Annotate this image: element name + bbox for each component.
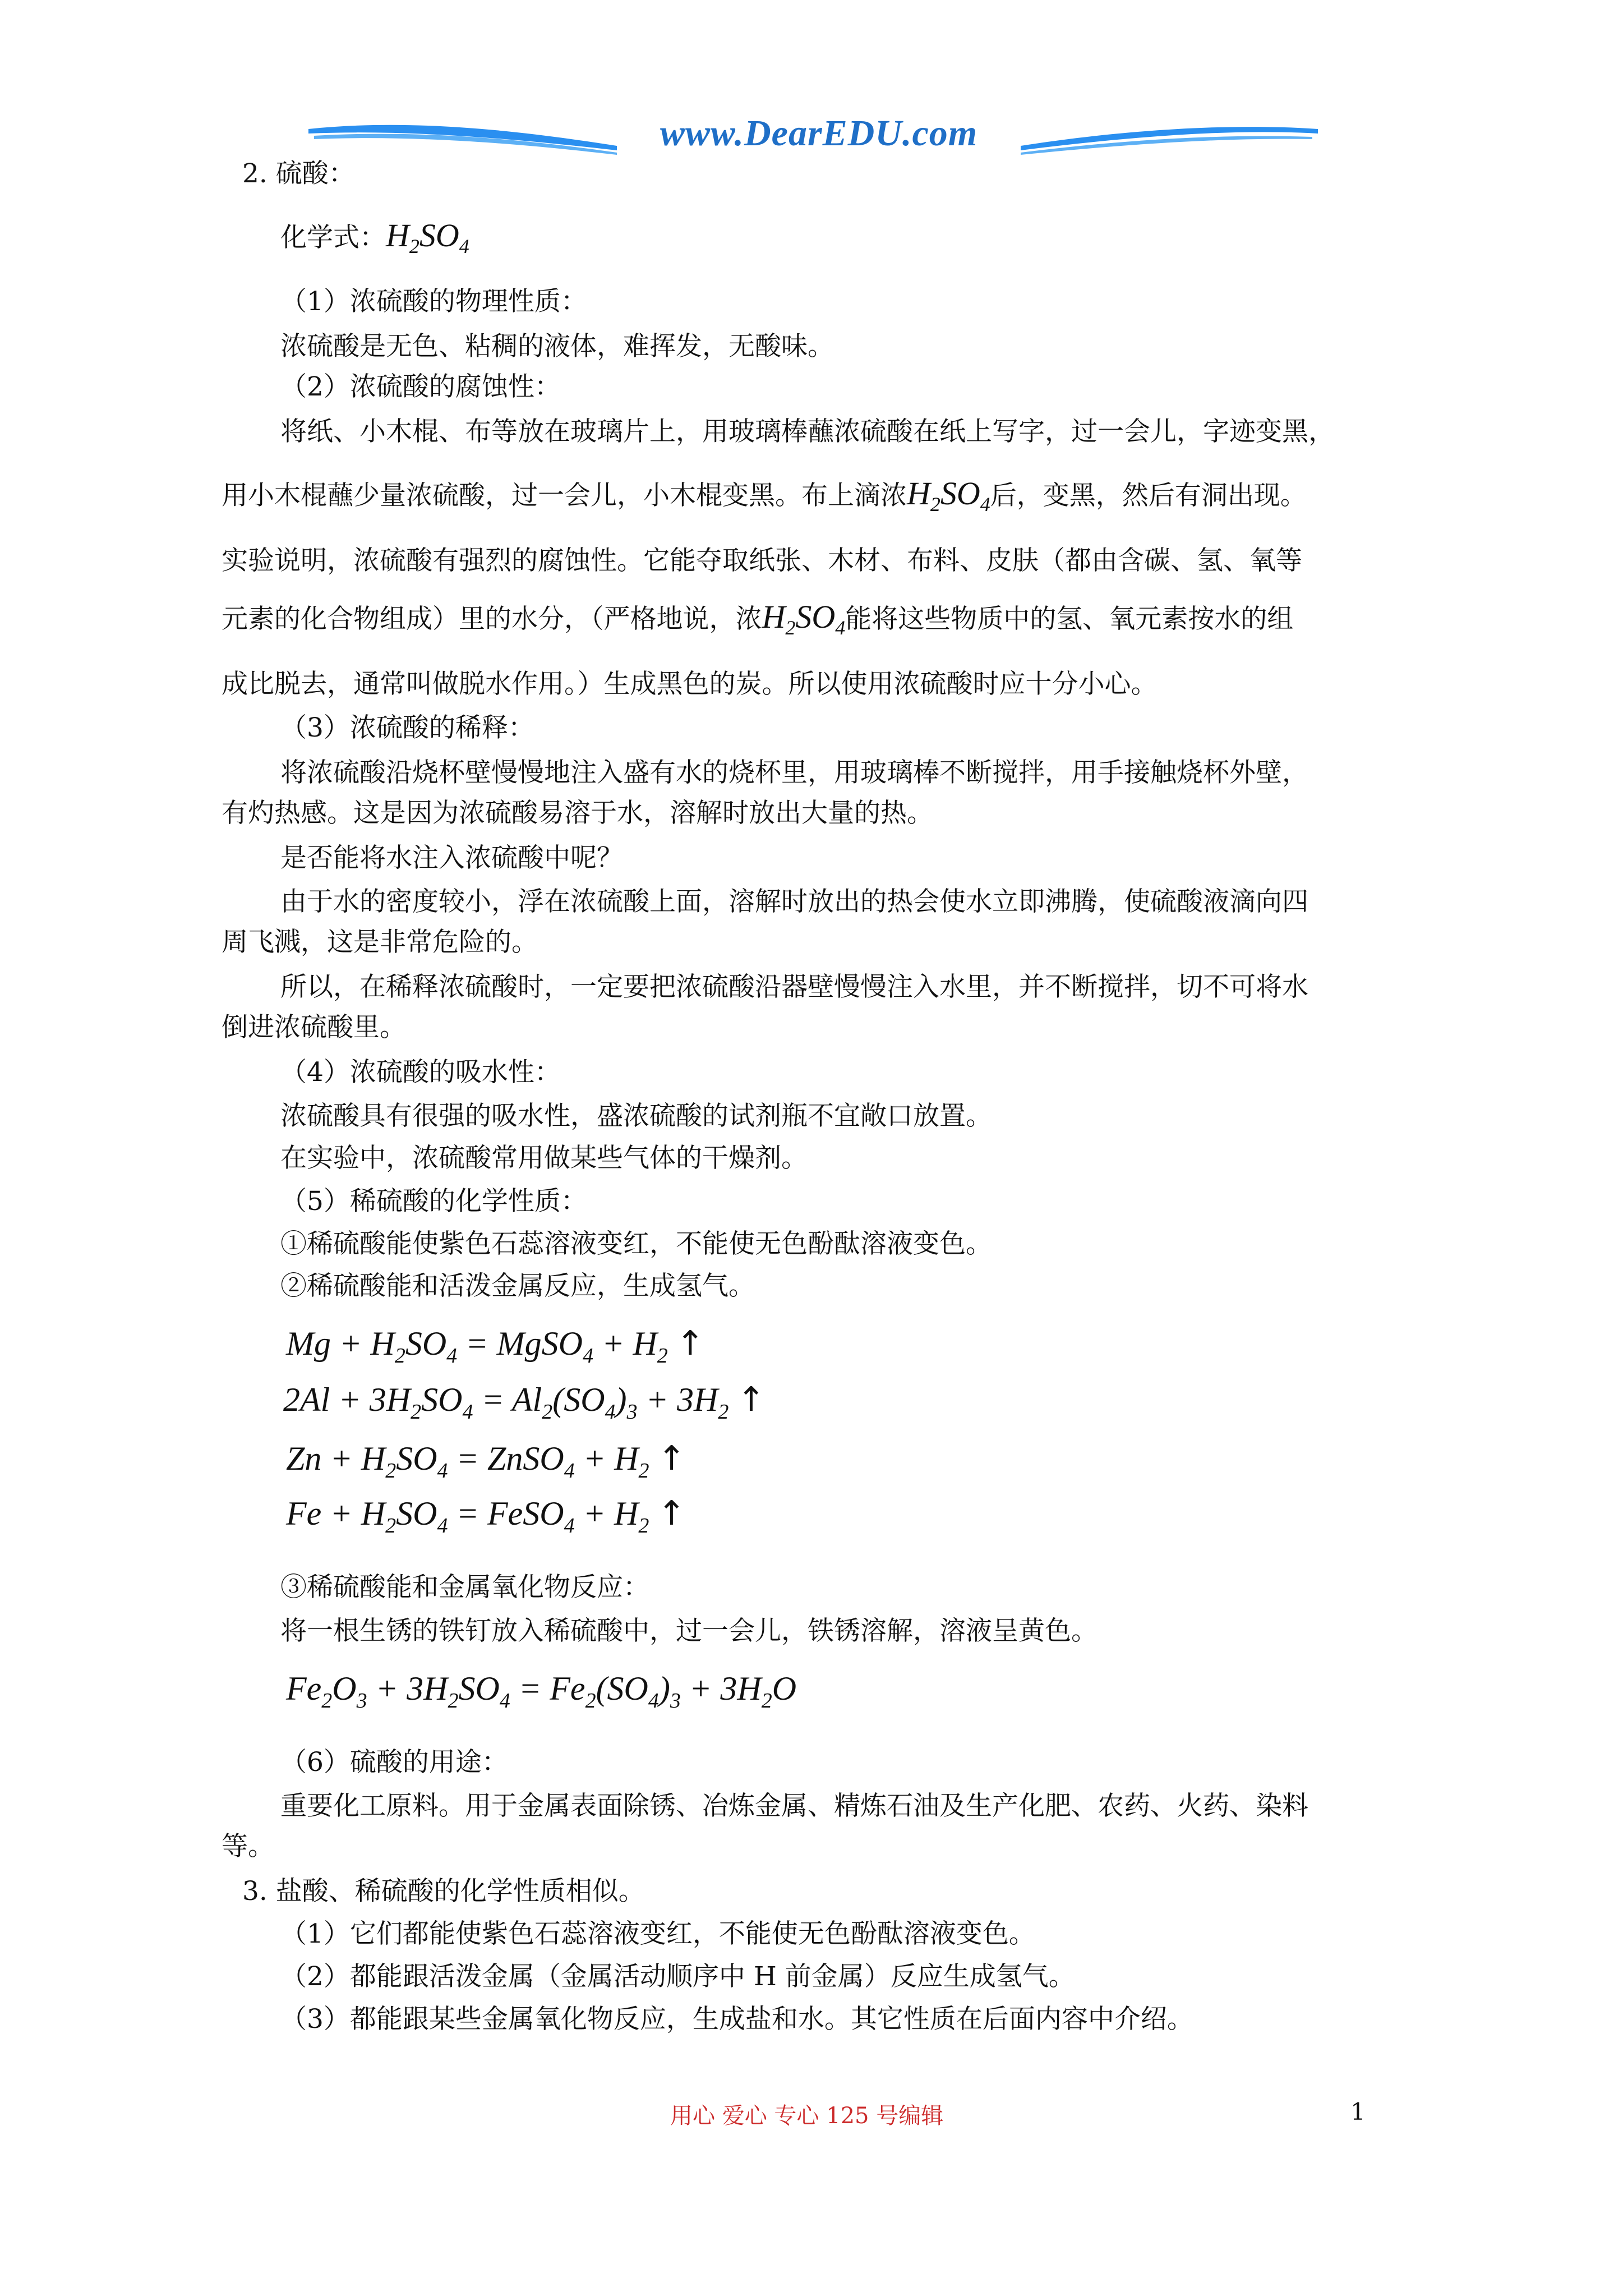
paragraph: 将纸、小木棍、布等放在玻璃片上，用玻璃棒蘸浓硫酸在纸上写字，过一会儿，字迹变黑， — [280, 416, 1335, 447]
section-title: 3. 盐酸、稀硫酸的化学性质相似。 — [242, 1876, 645, 1907]
paragraph: 浓硫酸是无色、粘稠的液体，难挥发，无酸味。 — [280, 331, 834, 362]
formula-label: 化学式： — [280, 222, 386, 253]
list-item: （3）都能跟某些金属氧化物反应，生成盐和水。其它性质在后面内容中介绍。 — [280, 2004, 1193, 2035]
subheading-corrosive: （2）浓硫酸的腐蚀性： — [280, 371, 561, 402]
paragraph: 用小木棍蘸少量浓硫酸，过一会儿，小木棍变黑。布上滴浓$H_2SO_4$后，变黑，然后有洞出现。 — [222, 475, 1307, 516]
list-item: ③稀硫酸能和金属氧化物反应： — [280, 1572, 649, 1603]
site-name: www.DearEDU.com — [660, 113, 978, 154]
site-header-banner — [303, 107, 1324, 168]
paragraph: 重要化工原料。用于金属表面除锈、冶炼金属、精炼石油及生产化肥、农药、火药、染料 — [280, 1791, 1308, 1821]
paragraph: 实验说明，浓硫酸有强烈的腐蚀性。它能夺取纸张、木材、布料、皮肤（都由含碳、氢、氧等 — [222, 545, 1302, 576]
list-item: ②稀硫酸能和活泼金属反应，生成氢气。 — [280, 1271, 755, 1301]
list-item: ①稀硫酸能使紫色石蕊溶液变红，不能使无色酚酞溶液变色。 — [280, 1228, 992, 1259]
subheading-hygroscopic: （4）浓硫酸的吸水性： — [280, 1057, 561, 1088]
paragraph: 周飞溅，这是非常危险的。 — [222, 927, 538, 958]
paragraph: 将一根生锈的铁钉放入稀硫酸中，过一会儿，铁锈溶解，溶液呈黄色。 — [280, 1616, 1098, 1646]
paragraph: 有灼热感。这是因为浓硫酸易溶于水，溶解时放出大量的热。 — [222, 798, 933, 829]
equation-fe: $Fe + H_2SO_4$ = FeSO$_4$ + $H_2$ ↑ — [286, 1494, 686, 1538]
equation-zn: $Zn + H_2SO_4$ = ZnSO$_4$ + $H_2$ ↑ — [286, 1439, 686, 1483]
subheading-uses: （6）硫酸的用途： — [280, 1747, 508, 1778]
paragraph: 浓硫酸具有很强的吸水性，盛浓硫酸的试剂瓶不宜敞口放置。 — [280, 1101, 992, 1131]
list-item: （1）它们都能使紫色石蕊溶液变红，不能使无色酚酞溶液变色。 — [280, 1918, 1035, 1949]
footer-text: 用心 爱心 专心 125 号编辑 — [670, 2103, 944, 2129]
paragraph: 是否能将水注入浓硫酸中呢？ — [280, 843, 623, 873]
list-item: （2）都能跟活泼金属（金属活动顺序中 H 前金属）反应生成氢气。 — [280, 1961, 1075, 1992]
paragraph: 所以，在稀释浓硫酸时，一定要把浓硫酸沿器壁慢慢注入水里，并不断搅拌，切不可将水 — [280, 972, 1308, 1002]
page-number: 1 — [1350, 2098, 1366, 2125]
paragraph: 等。 — [222, 1831, 274, 1862]
equation-mg: $Mg + H_2SO_4$ = MgSO$_4$ + $H_2$ ↑ — [286, 1324, 705, 1368]
subheading-dilution: （3）浓硫酸的稀释： — [280, 712, 534, 743]
equation-al: $2Al + 3H_2SO_4 = Al_2(SO_4)_3 + 3H_2$ ↑ — [283, 1380, 766, 1424]
formula-h2so4: $H_2SO_4$ — [907, 475, 990, 516]
section-title: 2. 硫酸： — [242, 158, 355, 189]
formula-line — [280, 219, 469, 263]
paragraph: 由于水的密度较小，浮在浓硫酸上面，溶解时放出的热会使水立即沸腾，使硫酸液滴向四 — [280, 886, 1308, 917]
paragraph: 倒进浓硫酸里。 — [222, 1012, 406, 1043]
formula-h2so4: $H_2SO_4$ — [762, 599, 846, 639]
subheading-chemical: （5）稀硫酸的化学性质： — [280, 1186, 587, 1217]
paragraph: 元素的化合物组成）里的水分，（严格地说，浓$H_2SO_4$能将这些物质中的氢、氧元素按水的组 — [222, 599, 1294, 639]
paragraph: 将浓硫酸沿烧杯壁慢慢地注入盛有水的烧杯里，用玻璃棒不断搅拌，用手接触烧杯外壁， — [280, 757, 1308, 788]
paragraph: 在实验中，浓硫酸常用做某些气体的干燥剂。 — [280, 1143, 808, 1174]
subheading-physical: （1）浓硫酸的物理性质： — [280, 286, 587, 317]
paragraph: 成比脱去，通常叫做脱水作用。）生成黑色的炭。所以使用浓硫酸时应十分小心。 — [222, 669, 1158, 700]
formula-h2so4: $H_2SO_4$ — [386, 217, 469, 257]
equation-fe2o3: $Fe_2O_3 + 3H_2SO_4 = Fe_2(SO_4)_3 + 3H_2O$ — [286, 1670, 797, 1713]
